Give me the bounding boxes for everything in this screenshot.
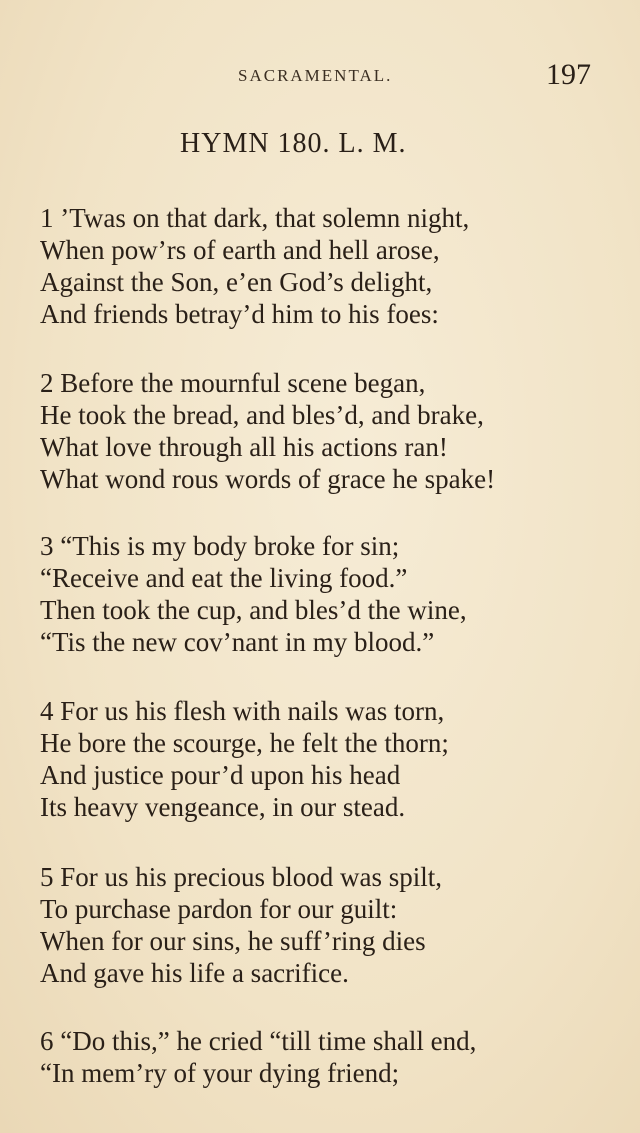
stanza-line: He bore the scourge, he felt the thorn; [40,728,449,758]
stanza-line: And gave his life a sacrifice. [40,958,349,988]
stanza-line: And friends betray’d him to his foes: [40,299,439,329]
stanza-3 [40,530,620,658]
stanza-line: 4 For us his flesh with nails was torn, [40,696,445,726]
stanza-1 [40,202,620,330]
stanza-line: Then took the cup, and bles’d the wine, [40,595,467,625]
running-head: SACRAMENTAL. [238,66,393,85]
stanza-line: 2 Before the mournful scene began, [40,368,426,398]
stanza-4 [40,695,620,823]
stanza-line: What love through all his actions ran! [40,432,448,462]
page-number: 197 [546,58,591,91]
stanza-line: “In mem’ry of your dying friend; [40,1058,400,1088]
stanza-line: 1 ’Twas on that dark, that solemn night, [40,203,470,233]
stanza-line: When pow’rs of earth and hell arose, [40,235,440,265]
stanza-line: “Receive and eat the living food.” [40,563,408,593]
stanza-line: 5 For us his precious blood was spilt, [40,862,442,892]
stanza-5 [40,861,620,989]
stanza-6 [40,1025,620,1089]
stanza-line: Its heavy vengeance, in our stead. [40,792,406,822]
stanza-line: What wond rous words of grace he spake! [40,464,496,494]
stanza-line: To purchase pardon for our guilt: [40,894,398,924]
stanza-line: He took the bread, and bles’d, and brake, [40,400,484,430]
stanza-line: When for our sins, he suff’ring dies [40,926,426,956]
stanza-2 [40,367,620,495]
stanza-line: And justice pour’d upon his head [40,760,401,790]
stanza-line: 6 “Do this,” he cried “till time shall end, [40,1026,477,1056]
stanza-line: 3 “This is my body broke for sin; [40,531,400,561]
stanza-line: Against the Son, e’en God’s delight, [40,267,433,297]
hymn-title: HYMN 180. L. M. [180,128,407,159]
stanza-line: “Tis the new cov’nant in my blood.” [40,627,435,657]
